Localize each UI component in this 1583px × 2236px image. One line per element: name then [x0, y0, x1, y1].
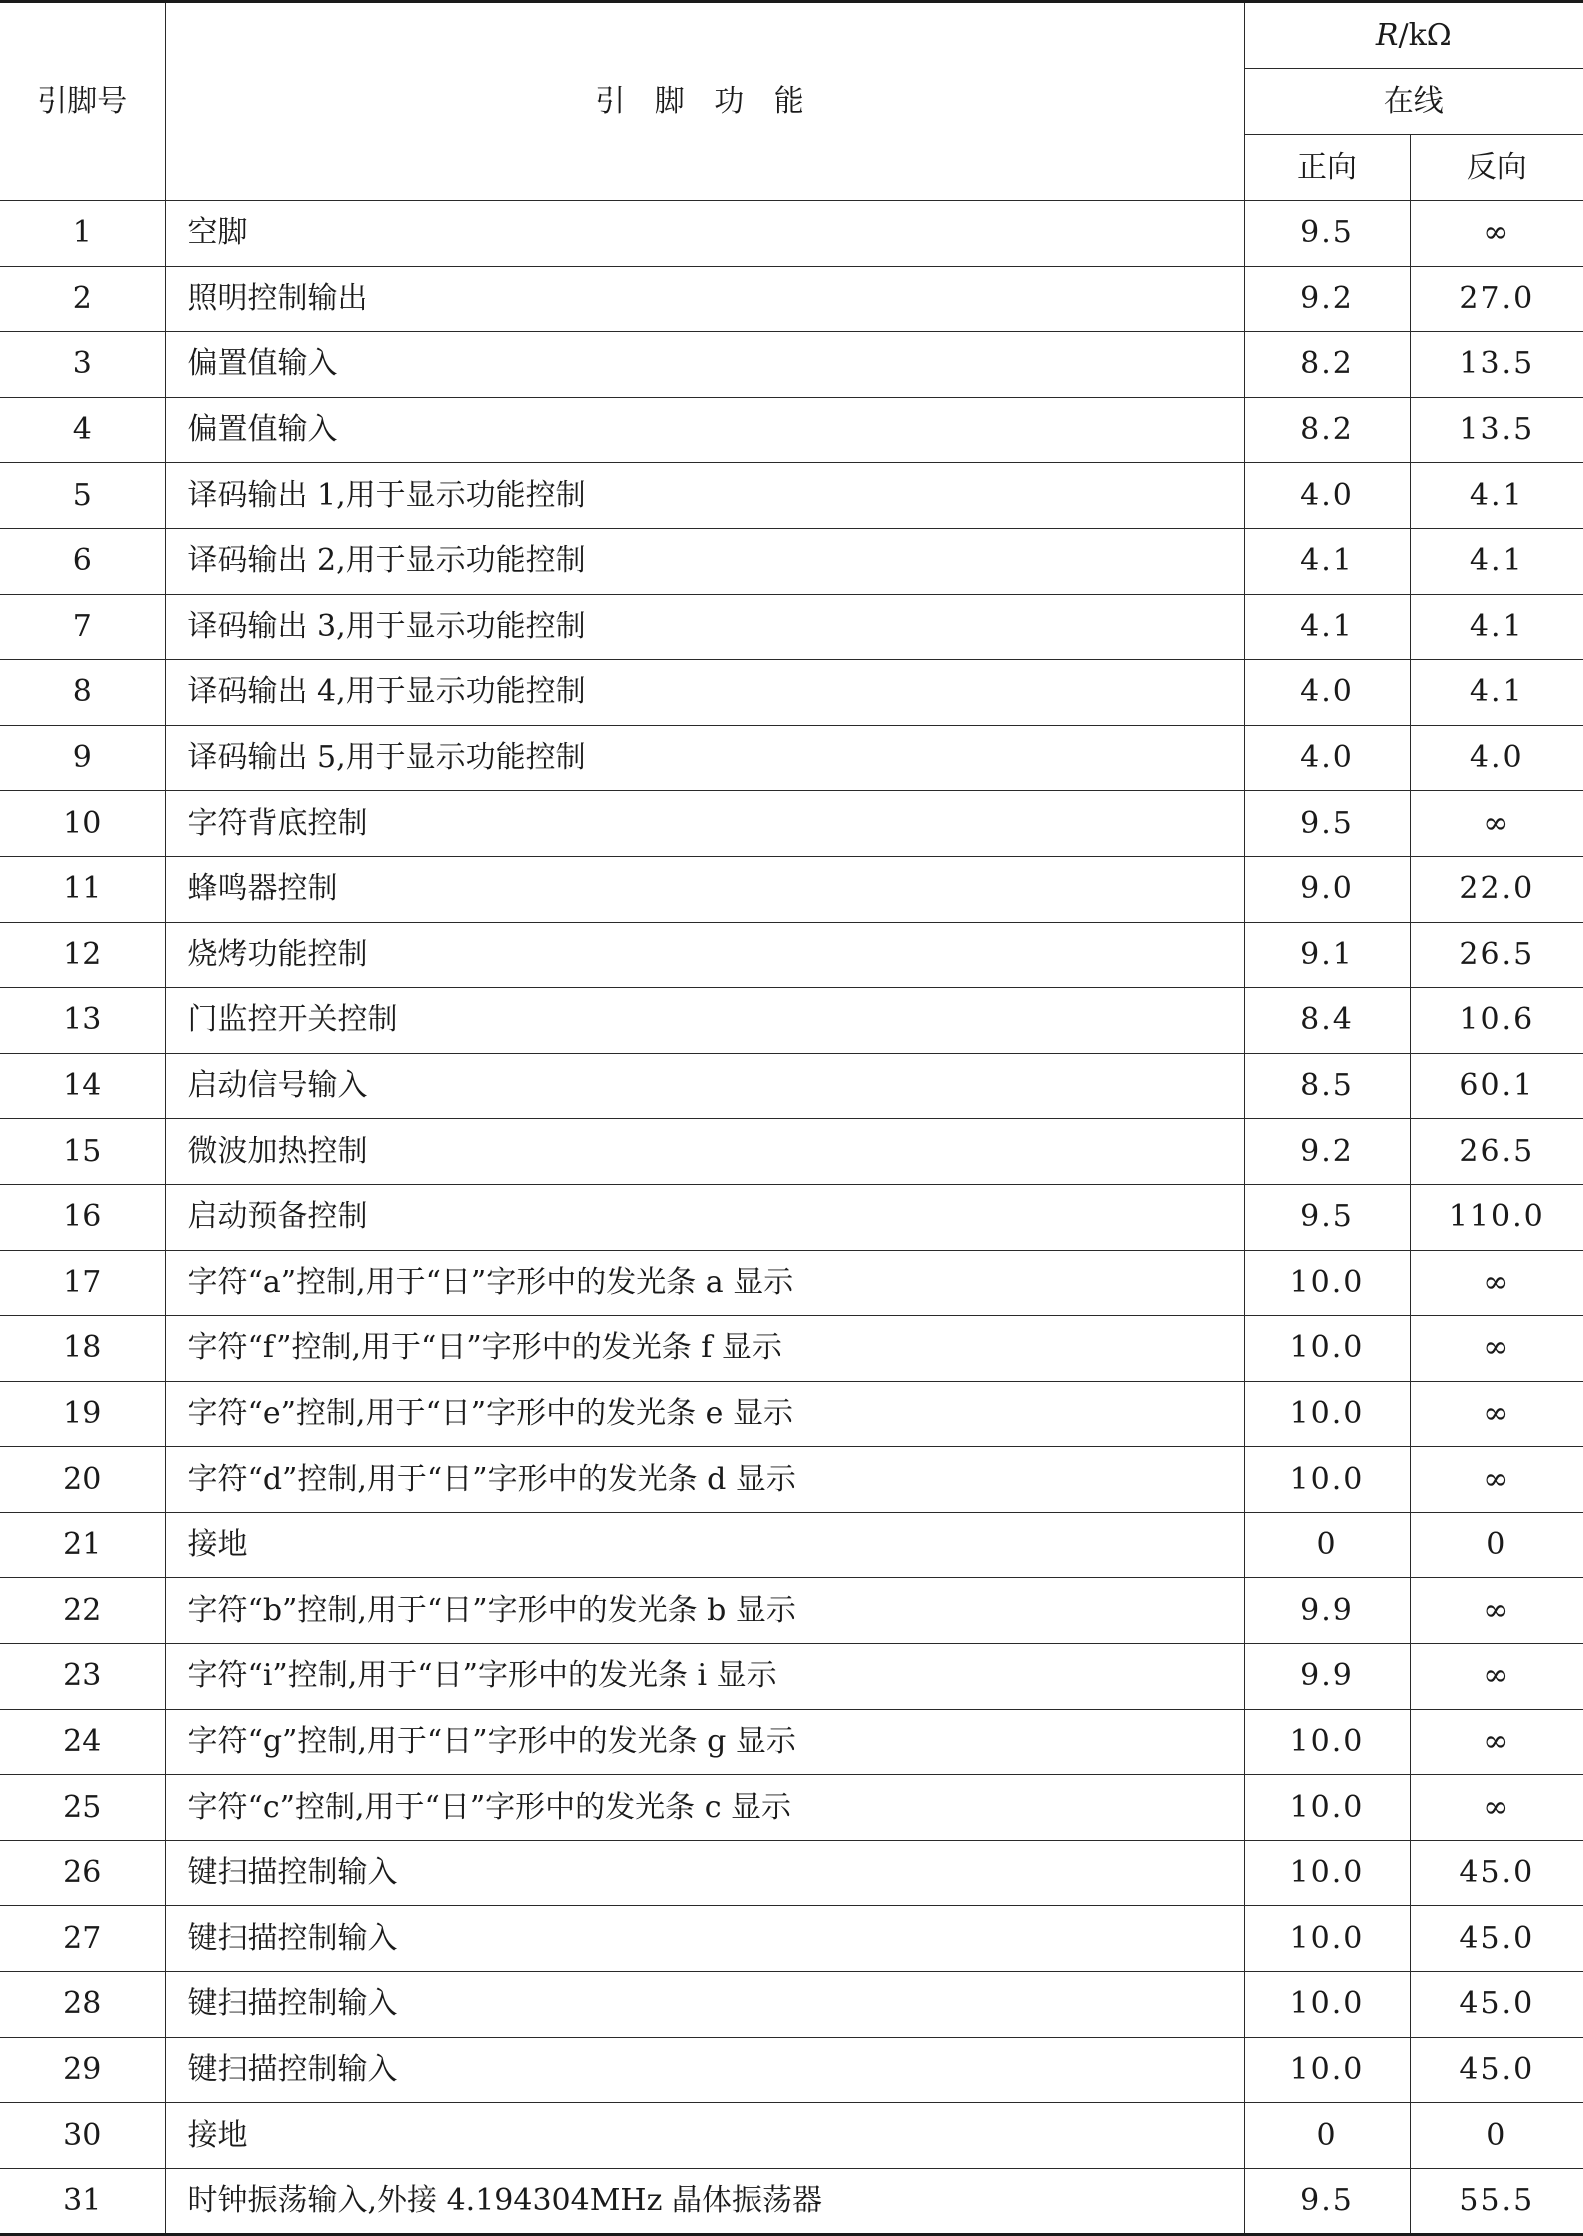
pin-number-cell: 17 — [0, 1250, 165, 1316]
forward-resistance-cell: 9.5 — [1244, 2168, 1410, 2235]
table-row — [0, 1972, 1583, 2038]
reverse-resistance-cell: ∞ — [1410, 1578, 1583, 1644]
table-row — [0, 856, 1583, 922]
pin-function-cell: 译码输出 4,用于显示功能控制 — [165, 660, 1244, 726]
resistance-symbol: R — [1375, 17, 1399, 53]
forward-resistance-cell: 9.9 — [1244, 1644, 1410, 1710]
pin-function-cell: 字符背底控制 — [165, 791, 1244, 857]
pin-number-cell: 8 — [0, 660, 165, 726]
pin-number-cell: 2 — [0, 266, 165, 332]
pin-function-cell: 键扫描控制输入 — [165, 2037, 1244, 2103]
pin-function-cell: 译码输出 3,用于显示功能控制 — [165, 594, 1244, 660]
reverse-resistance-cell: 45.0 — [1410, 1972, 1583, 2038]
pin-function-cell: 照明控制输出 — [165, 266, 1244, 332]
table-row — [0, 397, 1583, 463]
table-row — [0, 1381, 1583, 1447]
header-reverse: 反向 — [1410, 135, 1583, 201]
table-row — [0, 1316, 1583, 1382]
reverse-resistance-cell: ∞ — [1410, 1316, 1583, 1382]
pin-number-cell: 31 — [0, 2168, 165, 2235]
pin-function-cell: 偏置值输入 — [165, 332, 1244, 398]
forward-resistance-cell: 8.2 — [1244, 332, 1410, 398]
forward-resistance-cell: 9.2 — [1244, 1119, 1410, 1185]
reverse-resistance-cell: ∞ — [1410, 1709, 1583, 1775]
pin-number-cell: 21 — [0, 1512, 165, 1578]
pin-number-cell: 1 — [0, 201, 165, 267]
forward-resistance-cell: 10.0 — [1244, 2037, 1410, 2103]
pin-number-cell: 16 — [0, 1184, 165, 1250]
table-row — [0, 1250, 1583, 1316]
table-row — [0, 1447, 1583, 1513]
header-pin-function: 引 脚 功 能 — [165, 2, 1244, 201]
pin-function-cell: 字符“i”控制,用于“日”字形中的发光条 i 显示 — [165, 1644, 1244, 1710]
pin-function-cell: 时钟振荡输入,外接 4.194304MHz 晶体振荡器 — [165, 2168, 1244, 2235]
forward-resistance-cell: 10.0 — [1244, 1906, 1410, 1972]
table-row — [0, 660, 1583, 726]
pin-function-cell: 字符“e”控制,用于“日”字形中的发光条 e 显示 — [165, 1381, 1244, 1447]
forward-resistance-cell: 8.5 — [1244, 1053, 1410, 1119]
pin-number-cell: 10 — [0, 791, 165, 857]
pin-number-cell: 26 — [0, 1840, 165, 1906]
forward-resistance-cell: 9.0 — [1244, 856, 1410, 922]
pin-number-cell: 3 — [0, 332, 165, 398]
pin-function-cell: 字符“b”控制,用于“日”字形中的发光条 b 显示 — [165, 1578, 1244, 1644]
reverse-resistance-cell: 55.5 — [1410, 2168, 1583, 2235]
reverse-resistance-cell: 4.1 — [1410, 528, 1583, 594]
reverse-resistance-cell: 0 — [1410, 2103, 1583, 2169]
pin-number-cell: 12 — [0, 922, 165, 988]
reverse-resistance-cell: ∞ — [1410, 1447, 1583, 1513]
reverse-resistance-cell: 4.0 — [1410, 725, 1583, 791]
pin-number-cell: 24 — [0, 1709, 165, 1775]
reverse-resistance-cell: 45.0 — [1410, 1906, 1583, 1972]
reverse-resistance-cell: ∞ — [1410, 791, 1583, 857]
reverse-resistance-cell: 0 — [1410, 1512, 1583, 1578]
pin-number-cell: 5 — [0, 463, 165, 529]
forward-resistance-cell: 4.0 — [1244, 660, 1410, 726]
forward-resistance-cell: 9.9 — [1244, 1578, 1410, 1644]
forward-resistance-cell: 4.0 — [1244, 463, 1410, 529]
pin-number-cell: 14 — [0, 1053, 165, 1119]
forward-resistance-cell: 0 — [1244, 1512, 1410, 1578]
pin-number-cell: 15 — [0, 1119, 165, 1185]
pin-function-cell: 键扫描控制输入 — [165, 1972, 1244, 2038]
forward-resistance-cell: 9.2 — [1244, 266, 1410, 332]
pin-function-cell: 偏置值输入 — [165, 397, 1244, 463]
table-row — [0, 1184, 1583, 1250]
pin-function-cell: 字符“d”控制,用于“日”字形中的发光条 d 显示 — [165, 1447, 1244, 1513]
pin-function-cell: 字符“f”控制,用于“日”字形中的发光条 f 显示 — [165, 1316, 1244, 1382]
pin-number-cell: 29 — [0, 2037, 165, 2103]
forward-resistance-cell: 4.0 — [1244, 725, 1410, 791]
table-row — [0, 1906, 1583, 1972]
table-row — [0, 1512, 1583, 1578]
pin-function-cell: 译码输出 1,用于显示功能控制 — [165, 463, 1244, 529]
reverse-resistance-cell: ∞ — [1410, 1250, 1583, 1316]
forward-resistance-cell: 10.0 — [1244, 1972, 1410, 2038]
reverse-resistance-cell: 10.6 — [1410, 988, 1583, 1054]
reverse-resistance-cell: 4.1 — [1410, 660, 1583, 726]
table-row — [0, 266, 1583, 332]
table-row — [0, 332, 1583, 398]
table-row — [0, 2037, 1583, 2103]
pin-number-cell: 28 — [0, 1972, 165, 2038]
table-row — [0, 463, 1583, 529]
table-row — [0, 1709, 1583, 1775]
pin-number-cell: 7 — [0, 594, 165, 660]
pin-function-cell: 译码输出 5,用于显示功能控制 — [165, 725, 1244, 791]
pin-function-cell: 蜂鸣器控制 — [165, 856, 1244, 922]
resistance-unit: /kΩ — [1398, 17, 1452, 53]
pin-number-cell: 13 — [0, 988, 165, 1054]
forward-resistance-cell: 9.5 — [1244, 201, 1410, 267]
forward-resistance-cell: 10.0 — [1244, 1447, 1410, 1513]
pin-function-cell: 译码输出 2,用于显示功能控制 — [165, 528, 1244, 594]
forward-resistance-cell: 9.1 — [1244, 922, 1410, 988]
pin-function-cell: 接地 — [165, 2103, 1244, 2169]
forward-resistance-cell: 10.0 — [1244, 1250, 1410, 1316]
reverse-resistance-cell: 13.5 — [1410, 332, 1583, 398]
forward-resistance-cell: 8.2 — [1244, 397, 1410, 463]
reverse-resistance-cell: 110.0 — [1410, 1184, 1583, 1250]
pin-function-cell: 空脚 — [165, 201, 1244, 267]
table-row — [0, 1578, 1583, 1644]
reverse-resistance-cell: 26.5 — [1410, 1119, 1583, 1185]
table-row — [0, 201, 1583, 267]
pin-function-cell: 字符“g”控制,用于“日”字形中的发光条 g 显示 — [165, 1709, 1244, 1775]
forward-resistance-cell: 10.0 — [1244, 1840, 1410, 1906]
pin-number-cell: 27 — [0, 1906, 165, 1972]
forward-resistance-cell: 4.1 — [1244, 528, 1410, 594]
table-row — [0, 2168, 1583, 2235]
header-row-1 — [0, 2, 1583, 69]
reverse-resistance-cell: ∞ — [1410, 1381, 1583, 1447]
header-online: 在线 — [1244, 69, 1583, 135]
forward-resistance-cell: 10.0 — [1244, 1316, 1410, 1382]
header-forward: 正向 — [1244, 135, 1410, 201]
reverse-resistance-cell: 4.1 — [1410, 463, 1583, 529]
pin-number-cell: 9 — [0, 725, 165, 791]
table-row — [0, 528, 1583, 594]
reverse-resistance-cell: 13.5 — [1410, 397, 1583, 463]
forward-resistance-cell: 8.4 — [1244, 988, 1410, 1054]
pin-number-cell: 22 — [0, 1578, 165, 1644]
pin-number-cell: 6 — [0, 528, 165, 594]
reverse-resistance-cell: 22.0 — [1410, 856, 1583, 922]
table-row — [0, 1053, 1583, 1119]
pin-function-cell: 字符“c”控制,用于“日”字形中的发光条 c 显示 — [165, 1775, 1244, 1841]
table-row — [0, 1775, 1583, 1841]
forward-resistance-cell: 9.5 — [1244, 791, 1410, 857]
reverse-resistance-cell: 27.0 — [1410, 266, 1583, 332]
reverse-resistance-cell: 45.0 — [1410, 2037, 1583, 2103]
table-row — [0, 1119, 1583, 1185]
table-row — [0, 1644, 1583, 1710]
pin-number-cell: 30 — [0, 2103, 165, 2169]
table-row — [0, 988, 1583, 1054]
pin-function-cell: 门监控开关控制 — [165, 988, 1244, 1054]
header-resistance — [1244, 2, 1583, 69]
table-row — [0, 594, 1583, 660]
pin-number-cell: 19 — [0, 1381, 165, 1447]
table-row — [0, 2103, 1583, 2169]
reverse-resistance-cell: ∞ — [1410, 1775, 1583, 1841]
pin-number-cell: 25 — [0, 1775, 165, 1841]
pin-number-cell: 4 — [0, 397, 165, 463]
header-pin-number: 引脚号 — [0, 2, 165, 201]
table-row — [0, 922, 1583, 988]
reverse-resistance-cell: 60.1 — [1410, 1053, 1583, 1119]
pin-function-cell: 启动预备控制 — [165, 1184, 1244, 1250]
pin-function-cell: 字符“a”控制,用于“日”字形中的发光条 a 显示 — [165, 1250, 1244, 1316]
table-row — [0, 725, 1583, 791]
forward-resistance-cell: 10.0 — [1244, 1775, 1410, 1841]
reverse-resistance-cell: ∞ — [1410, 201, 1583, 267]
reverse-resistance-cell: 45.0 — [1410, 1840, 1583, 1906]
pin-function-cell: 烧烤功能控制 — [165, 922, 1244, 988]
forward-resistance-cell: 0 — [1244, 2103, 1410, 2169]
reverse-resistance-cell: 26.5 — [1410, 922, 1583, 988]
pin-function-cell: 微波加热控制 — [165, 1119, 1244, 1185]
table-row — [0, 1840, 1583, 1906]
reverse-resistance-cell: ∞ — [1410, 1644, 1583, 1710]
pin-number-cell: 20 — [0, 1447, 165, 1513]
pin-function-cell: 键扫描控制输入 — [165, 1906, 1244, 1972]
forward-resistance-cell: 10.0 — [1244, 1709, 1410, 1775]
forward-resistance-cell: 10.0 — [1244, 1381, 1410, 1447]
pin-number-cell: 11 — [0, 856, 165, 922]
pin-function-cell: 启动信号输入 — [165, 1053, 1244, 1119]
forward-resistance-cell: 4.1 — [1244, 594, 1410, 660]
pin-function-cell: 接地 — [165, 1512, 1244, 1578]
pin-function-cell: 键扫描控制输入 — [165, 1840, 1244, 1906]
table-row — [0, 791, 1583, 857]
pin-number-cell: 18 — [0, 1316, 165, 1382]
pin-number-cell: 23 — [0, 1644, 165, 1710]
reverse-resistance-cell: 4.1 — [1410, 594, 1583, 660]
forward-resistance-cell: 9.5 — [1244, 1184, 1410, 1250]
